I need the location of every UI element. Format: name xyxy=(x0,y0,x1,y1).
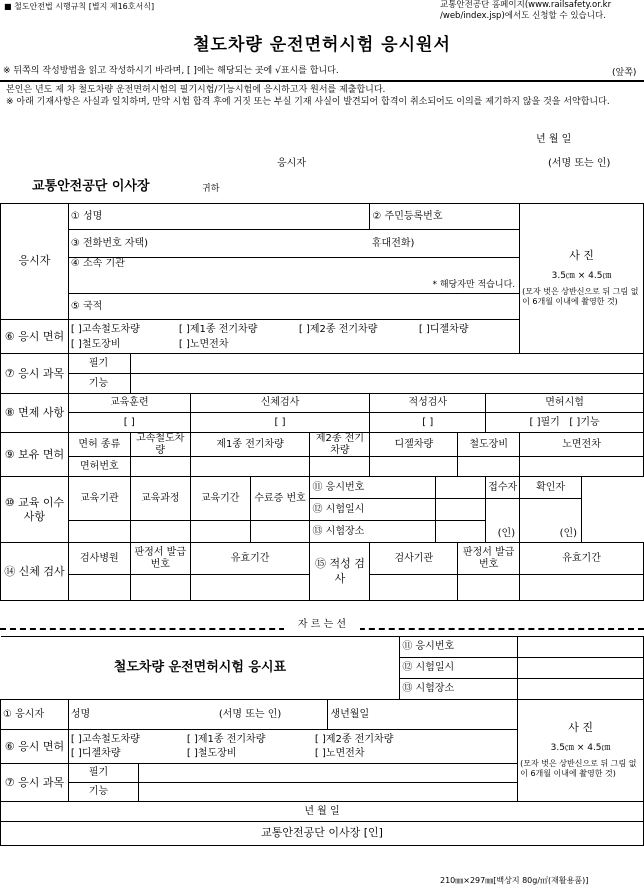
exemption-label: ⑧ 면제 사항 xyxy=(1,394,69,433)
ticket-license-tram-check[interactable]: [ ]노면전차 xyxy=(314,747,365,759)
recipient-suffix: 귀하 xyxy=(202,184,220,194)
holding-kind-label: 면허 종류 xyxy=(68,433,130,457)
ticket-subject-box xyxy=(68,764,517,802)
organization-label: ④ 소속 기관 xyxy=(70,258,125,269)
ticket-license-options xyxy=(68,730,517,764)
education-period-field[interactable] xyxy=(190,521,250,543)
exemption-written-check[interactable]: [ ]필기 xyxy=(529,416,560,428)
front-side-mark: (앞쪽) xyxy=(612,68,637,78)
instruction-notice: ※ 뒤쪽의 작성방법을 읽고 작성하시기 바라며, [ ]에는 해당되는 곳에 √표시를 합니다. xyxy=(3,66,339,76)
declaration-line2: ※ 아래 기재사항은 사실과 일치하며, 만약 시험 합격 후에 거짓 또는 부실 기재 사실이 발견되어 합격이 취소되어도 이의를 제기하지 않을 것을 서약합니다. xyxy=(6,97,610,107)
education-col-period: 교육기간 xyxy=(190,477,250,521)
subject-written-field[interactable] xyxy=(130,354,643,374)
education-exam-place-field[interactable] xyxy=(436,521,486,543)
exam-ticket-table xyxy=(0,636,644,846)
holding-number-tram[interactable] xyxy=(520,457,644,477)
exemption-physical-check[interactable]: [ ] xyxy=(190,413,370,433)
header-rule xyxy=(0,80,644,82)
ticket-exam-place-field[interactable] xyxy=(518,679,644,700)
ticket-license-equipment-check[interactable]: [ ]철도장비 xyxy=(186,747,237,759)
ticket-written-row xyxy=(69,764,517,783)
ticket-photo-box xyxy=(518,700,644,802)
holding-type-tram: 노면전차 xyxy=(520,433,644,457)
education-col-certificate: 수료증 번호 xyxy=(250,477,310,521)
homepage-note-line2: /web/index.jsp)에서도 신청할 수 있습니다. xyxy=(440,11,606,21)
ticket-skill-label: 기능 xyxy=(69,783,139,801)
ticket-name-field[interactable] xyxy=(68,700,328,730)
physical-cert-number-field[interactable] xyxy=(130,575,190,601)
physical-col-validity: 유효기간 xyxy=(190,543,310,575)
aptitude-validity-field[interactable] xyxy=(520,575,644,601)
applicant-section-label: 응시자 xyxy=(1,204,69,320)
holding-license-label: ⑨ 보유 면허 xyxy=(1,433,69,477)
license-high-speed-check[interactable]: [ ]고속철도차량 xyxy=(70,323,140,335)
ticket-exam-place-label: ⑬ 시험장소 xyxy=(400,679,518,700)
education-course-field[interactable] xyxy=(130,521,190,543)
ticket-license-electric1-check[interactable]: [ ]제1종 전기차량 xyxy=(186,734,266,745)
name-field[interactable]: ① 성명 xyxy=(68,204,370,230)
ticket-skill-row xyxy=(69,783,517,801)
receiver-seal: (인) xyxy=(486,499,520,543)
form-reference: ■ 철도안전법 시행규칙 [별지 제16호서식] xyxy=(4,2,155,11)
holding-number-electric1[interactable] xyxy=(190,457,310,477)
physical-exam-label: ⑭ 신체 검사 xyxy=(1,543,69,601)
receiver-label: 접수자 xyxy=(486,477,520,499)
education-exam-number-field[interactable] xyxy=(436,477,486,499)
exemption-test-checks xyxy=(486,413,644,433)
declaration-applicant-label: 응시자 xyxy=(277,158,306,169)
ticket-written-field[interactable] xyxy=(139,764,517,782)
holding-type-equipment: 철도장비 xyxy=(458,433,520,457)
license-label: ⑥ 응시 면허 xyxy=(1,320,69,354)
education-exam-number-label: ⑪ 응시번호 xyxy=(310,477,436,499)
cut-line-label: 자 르 는 선 xyxy=(0,619,644,631)
ticket-exam-number-label: ⑪ 응시번호 xyxy=(400,637,518,658)
photo-title: 사 진 xyxy=(569,249,594,262)
aptitude-col-institution: 검사기관 xyxy=(370,543,458,575)
ticket-photo-size: 3.5㎝ × 4.5㎝ xyxy=(550,742,611,753)
recipient-name: 교통안전공단 이사장 xyxy=(32,179,150,194)
license-diesel-check[interactable]: [ ]디젤차량 xyxy=(418,323,469,335)
declaration-line1: 본인은 년도 제 차 철도차량 운전면허시험의 필기시험/기능시험에 응시하고자 원서를 제출합니다. xyxy=(6,85,386,95)
holding-number-diesel[interactable] xyxy=(370,457,458,477)
physical-col-hospital: 검사병원 xyxy=(68,543,130,575)
ticket-exam-date-label: ⑫ 시험일시 xyxy=(400,658,518,679)
aptitude-cert-number-field[interactable] xyxy=(458,575,520,601)
holding-type-electric2: 제2종 전기차량 xyxy=(310,433,370,457)
license-electric1-check[interactable]: [ ]제1종 전기차량 xyxy=(178,323,258,335)
license-tram-check[interactable]: [ ]노면전차 xyxy=(178,338,229,350)
aptitude-institution-field[interactable] xyxy=(370,575,458,601)
exemption-col-license-test: 면허시험 xyxy=(486,394,644,413)
exemption-col-training: 교육훈련 xyxy=(68,394,190,413)
education-col-course: 교육과정 xyxy=(130,477,190,521)
declaration-date: 년 월 일 xyxy=(536,134,572,145)
subject-label: ⑦ 응시 과목 xyxy=(1,354,69,394)
ticket-subject-label: ⑦ 응시 과목 xyxy=(1,764,69,802)
subject-skill-label: 기능 xyxy=(68,374,130,394)
nationality-field[interactable]: ⑤ 국적 xyxy=(68,294,519,320)
education-exam-date-field[interactable] xyxy=(436,499,486,521)
mobile-field[interactable]: 휴대전화) xyxy=(370,230,520,258)
holding-type-electric1: 제1종 전기차량 xyxy=(190,433,310,457)
exemption-col-physical: 신체검사 xyxy=(190,394,370,413)
form-title: 철도차량 운전면허시험 응시원서 xyxy=(193,35,451,55)
ticket-license-diesel-check[interactable]: [ ]디젤차량 xyxy=(70,747,121,759)
ticket-license-high-speed-check[interactable]: [ ]고속철도차량 xyxy=(70,734,140,745)
education-label: ⑩ 교육 이수 사항 xyxy=(1,477,69,543)
ticket-exam-number-field[interactable] xyxy=(518,637,644,658)
application-form-table xyxy=(0,203,644,601)
ticket-issuer: 교통안전공단 이사장 [인] xyxy=(1,822,644,846)
holding-type-high-speed: 고속철도차량 xyxy=(130,433,190,457)
license-electric2-check[interactable]: [ ]제2종 전기차량 xyxy=(298,323,378,335)
holding-number-equipment[interactable] xyxy=(458,457,520,477)
aptitude-col-cert-number: 판정서 발급 번호 xyxy=(458,543,520,575)
ticket-written-label: 필기 xyxy=(69,764,139,782)
photo-box xyxy=(520,204,644,354)
ticket-photo-note: (모자 벗은 상반신으로 뒤 그림 없이 6개월 이내에 촬영한 것) xyxy=(520,758,637,778)
subject-skill-field[interactable] xyxy=(130,374,643,394)
education-institution-field[interactable] xyxy=(68,521,130,543)
holding-number-label: 면허번호 xyxy=(68,457,130,477)
ticket-signature: (서명 또는 인) xyxy=(218,708,282,720)
education-exam-date-label: ⑫ 시험일시 xyxy=(310,499,436,521)
license-equipment-check[interactable]: [ ]철도장비 xyxy=(70,338,121,350)
ticket-name-label: 성명 xyxy=(70,708,91,720)
ticket-photo-title: 사 진 xyxy=(568,721,593,734)
photo-note: (모자 벗은 상반신으로 뒤 그림 없이 6개월 이내에 촬영한 것) xyxy=(522,286,639,306)
ticket-exam-date-field[interactable] xyxy=(518,658,644,679)
ticket-birth-field[interactable]: 생년월일 xyxy=(328,700,518,730)
physical-col-cert-number: 판정서 발급 번호 xyxy=(130,543,190,575)
holding-type-diesel: 디젤차량 xyxy=(370,433,458,457)
exemption-training-check[interactable]: [ ] xyxy=(68,413,190,433)
photo-size: 3.5㎝ × 4.5㎝ xyxy=(551,270,612,281)
aptitude-col-validity: 유효기간 xyxy=(520,543,644,575)
organization-note: * 해당자만 적습니다. xyxy=(432,279,516,290)
physical-validity-field[interactable] xyxy=(190,575,310,601)
aptitude-exam-label: ⑮ 적성 검사 xyxy=(310,543,370,601)
homepage-note-line1: 교통안전공단 홈페이지(www.railsafety.or.kr xyxy=(440,0,612,10)
phone-field[interactable]: ③ 전화번호 자택) xyxy=(68,230,370,258)
education-exam-place-label: ⑬ 시험장소 xyxy=(310,521,436,543)
rrn-field[interactable]: ② 주민등록번호 xyxy=(370,204,520,230)
ticket-skill-field[interactable] xyxy=(139,783,517,801)
organization-field[interactable] xyxy=(68,258,519,294)
exemption-col-aptitude: 적성검사 xyxy=(370,394,486,413)
declaration-signature: (서명 또는 인) xyxy=(548,158,611,169)
ticket-license-electric2-check[interactable]: [ ]제2종 전기차량 xyxy=(314,734,394,745)
holding-number-high-speed[interactable] xyxy=(130,457,190,477)
ticket-date: 년 월 일 xyxy=(1,802,644,822)
ticket-title: 철도차량 운전면허시험 응시표 xyxy=(1,637,400,700)
paper-spec-footer: 210㎜×297㎜[백상지 80g/㎡(재활용품)] xyxy=(440,876,589,885)
education-col-institution: 교육기관 xyxy=(68,477,130,521)
holding-number-electric2[interactable] xyxy=(310,457,370,477)
license-options xyxy=(68,320,519,354)
checker-seal: (인) xyxy=(520,499,582,543)
exemption-aptitude-check[interactable]: [ ] xyxy=(370,413,486,433)
ticket-license-label: ⑥ 응시 면허 xyxy=(1,730,69,764)
checker-label: 확인자 xyxy=(520,477,582,499)
exemption-skill-check[interactable]: [ ]기능 xyxy=(569,416,600,428)
subject-written-label: 필기 xyxy=(68,354,130,374)
ticket-applicant-label: ① 응시자 xyxy=(1,700,69,730)
physical-hospital-field[interactable] xyxy=(68,575,130,601)
education-certificate-field[interactable] xyxy=(250,521,310,543)
